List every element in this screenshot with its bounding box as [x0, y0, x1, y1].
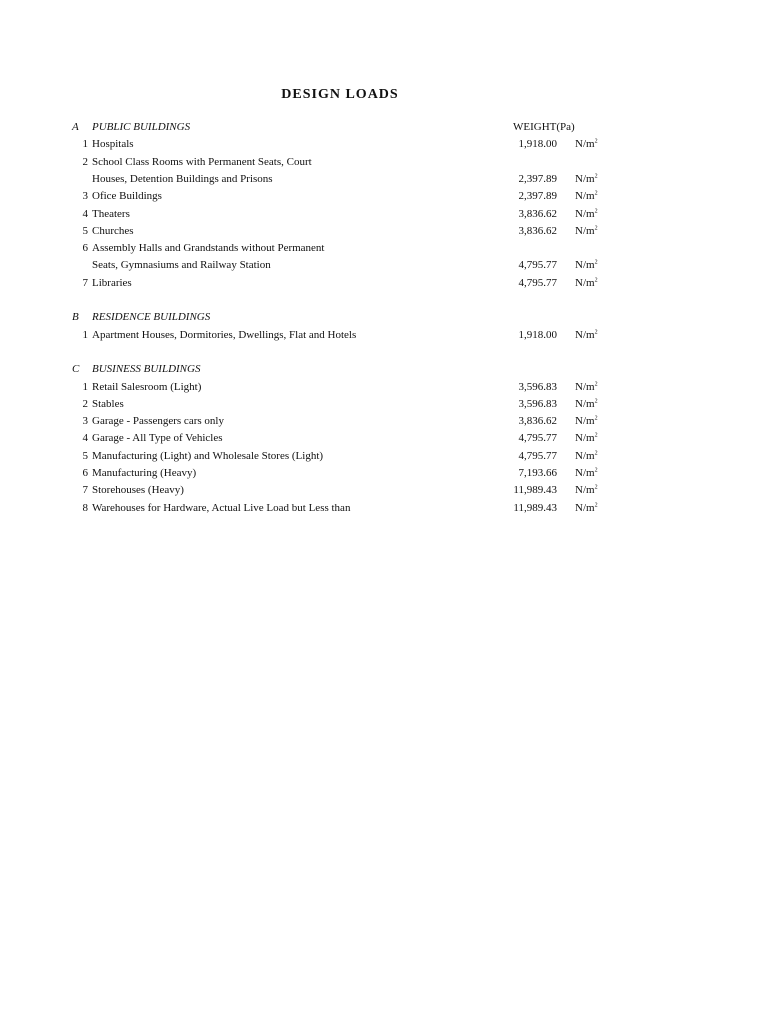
item-number: 8 — [82, 501, 88, 514]
unit-superscript: 2 — [594, 432, 598, 439]
unit-text: N/m — [575, 138, 595, 151]
unit-text: N/m — [575, 380, 595, 393]
unit-superscript: 2 — [594, 173, 598, 180]
page-title: DESIGN LOADS — [281, 87, 399, 102]
load-value: 4,795.77 — [518, 259, 557, 272]
unit-label — [575, 136, 598, 153]
unit-label — [575, 430, 598, 447]
unit-superscript: 2 — [594, 259, 598, 266]
load-value: 2,397.89 — [518, 172, 557, 185]
item-description: Manufacturing (Heavy) — [92, 467, 197, 479]
item-number: 5 — [82, 449, 88, 462]
load-value: 4,795.77 — [518, 449, 557, 462]
item-description: Stables — [92, 397, 124, 410]
item-number: 2 — [82, 397, 88, 410]
item-description: Hospitals — [92, 138, 134, 151]
unit-text: N/m — [575, 415, 595, 428]
item-number: 1 — [82, 380, 88, 393]
unit-label — [575, 500, 598, 517]
item-description: Manufacturing (Light) and Wholesale Stores (Light) — [92, 449, 324, 462]
load-value: 7,193.66 — [518, 467, 557, 479]
table-row-continuation — [0, 257, 768, 274]
section-header-row — [0, 119, 768, 136]
load-value: 2,397.89 — [518, 190, 557, 203]
item-number: 5 — [82, 224, 88, 237]
load-value: 11,989.43 — [513, 484, 557, 497]
table-row — [0, 188, 768, 205]
table-row — [0, 206, 768, 223]
item-description: Warehouses for Hardware, Actual Live Load but Less than — [92, 501, 351, 514]
load-value: 11,989.43 — [513, 501, 557, 514]
unit-label — [575, 206, 598, 223]
load-value: 3,836.62 — [518, 207, 557, 220]
table-row — [0, 275, 768, 292]
section-title: BUSINESS BUILDINGS — [92, 363, 201, 376]
unit-text: N/m — [575, 467, 595, 479]
unit-text: N/m — [575, 501, 595, 514]
unit-text: N/m — [575, 484, 595, 497]
weight-column-header: WEIGHT(Pa) — [513, 121, 575, 133]
item-number: 4 — [82, 207, 88, 220]
table-row-continuation — [0, 171, 768, 188]
item-number: 1 — [82, 328, 88, 341]
unit-text: N/m — [575, 259, 595, 272]
unit-label — [575, 223, 598, 240]
unit-label — [575, 257, 598, 274]
section-letter: A — [72, 121, 79, 133]
item-description: Libraries — [92, 276, 132, 289]
load-value: 4,795.77 — [518, 276, 557, 289]
table-row — [0, 240, 768, 257]
item-number: 3 — [82, 415, 88, 428]
item-description: Churches — [92, 224, 134, 237]
unit-text: N/m — [575, 397, 595, 410]
unit-superscript: 2 — [594, 467, 598, 474]
item-description: Apartment Houses, Dormitories, Dwellings, Flat and Hotels — [92, 328, 357, 341]
load-value: 3,836.62 — [518, 415, 557, 428]
section-header-row — [0, 309, 768, 326]
item-description: Ofice Buildings — [92, 190, 162, 203]
unit-label — [575, 327, 598, 344]
table-row — [0, 413, 768, 430]
unit-superscript: 2 — [594, 501, 598, 508]
item-description: Garage - Passengers cars only — [92, 415, 224, 428]
unit-text: N/m — [575, 172, 595, 185]
item-number: 2 — [82, 155, 88, 168]
unit-superscript: 2 — [594, 328, 598, 335]
section-letter: B — [72, 311, 79, 324]
section-header-row — [0, 361, 768, 378]
table-row — [0, 154, 768, 171]
item-description: Storehouses (Heavy) — [92, 484, 184, 497]
item-number: 1 — [82, 138, 88, 151]
item-description: Garage - All Type of Vehicles — [92, 432, 223, 445]
table-row — [0, 465, 768, 482]
unit-label — [575, 396, 598, 413]
item-description: Theaters — [92, 207, 130, 220]
unit-label — [575, 171, 598, 188]
unit-text: N/m — [575, 432, 595, 445]
table-row — [0, 327, 768, 344]
table-row — [0, 430, 768, 447]
table-row — [0, 379, 768, 396]
unit-label — [575, 482, 598, 499]
unit-text: N/m — [575, 328, 595, 341]
table-row — [0, 482, 768, 499]
section-title: RESIDENCE BUILDINGS — [92, 311, 211, 324]
load-value: 1,918.00 — [518, 328, 557, 341]
item-description: Retail Salesroom (Light) — [92, 380, 202, 393]
unit-superscript: 2 — [594, 450, 598, 457]
item-description: Houses, Detention Buildings and Prisons — [92, 172, 273, 185]
unit-text: N/m — [575, 224, 595, 237]
unit-label — [575, 448, 598, 465]
section-title: PUBLIC BUILDINGS — [92, 121, 191, 133]
unit-superscript: 2 — [594, 398, 598, 405]
unit-text: N/m — [575, 207, 595, 220]
unit-superscript: 2 — [594, 207, 598, 214]
table-row — [0, 500, 768, 517]
unit-text: N/m — [575, 190, 595, 203]
unit-label — [575, 275, 598, 292]
item-description: Assembly Halls and Grandstands without Permanent — [92, 242, 325, 255]
section-letter: C — [72, 363, 80, 376]
item-description: Seats, Gymnasiums and Railway Station — [92, 259, 271, 272]
load-value: 3,596.83 — [518, 397, 557, 410]
unit-superscript: 2 — [594, 380, 598, 387]
item-number: 3 — [82, 190, 88, 203]
unit-label — [575, 413, 598, 430]
table-row — [0, 136, 768, 153]
table-row — [0, 448, 768, 465]
unit-superscript: 2 — [594, 484, 598, 491]
unit-label — [575, 465, 598, 482]
unit-text: N/m — [575, 449, 595, 462]
unit-label — [575, 188, 598, 205]
item-number: 7 — [82, 484, 88, 497]
load-value: 3,836.62 — [518, 224, 557, 237]
unit-text: N/m — [575, 276, 595, 289]
unit-superscript: 2 — [594, 190, 598, 197]
item-number: 6 — [82, 467, 88, 479]
unit-label — [575, 379, 598, 396]
item-description: School Class Rooms with Permanent Seats, Court — [92, 155, 312, 168]
unit-superscript: 2 — [594, 415, 598, 422]
unit-superscript: 2 — [594, 277, 598, 284]
load-value: 4,795.77 — [518, 432, 557, 445]
item-number: 6 — [82, 242, 88, 255]
load-value: 1,918.00 — [518, 138, 557, 151]
unit-superscript: 2 — [594, 138, 598, 145]
load-value: 3,596.83 — [518, 380, 557, 393]
unit-superscript: 2 — [594, 225, 598, 232]
table-row — [0, 223, 768, 240]
table-row — [0, 396, 768, 413]
item-number: 4 — [82, 432, 88, 445]
item-number: 7 — [82, 276, 88, 289]
